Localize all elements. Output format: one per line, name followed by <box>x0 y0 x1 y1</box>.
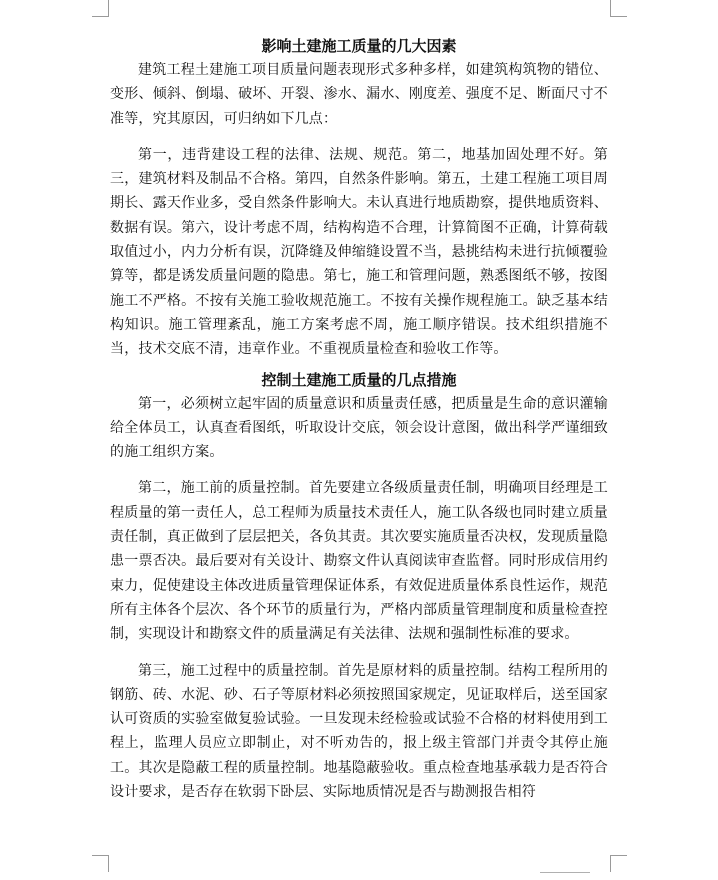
section-title-factors: 影响土建施工质量的几大因素 <box>261 37 457 55</box>
paragraph-measure-first: 第一，必须树立起牢固的质量意识和质量责任感，把质量是生命的意识灌输给全体员工，认真查看图纸，听取设计交底，领会设计意图，做出科学严谨细致的施工组织方案。 <box>110 395 608 461</box>
document-body <box>110 34 608 804</box>
section-title-measures: 控制土建施工质量的几点措施 <box>261 370 457 389</box>
paragraph-measure-third: 第三，施工过程中的质量控制。首先是原材料的质量控制。结构工程所用的钢筋、砖、水泥、砂、石子等原材料必须按照国家规定，见证取样后，送至国家认可资质的实验室做复验试验。一旦发现未经检验或试验不合格的材料使用到工程上，监理人员应立即制止，对不听劝告的，报上级主管部门并责令其停止施工。其次是隐蔽工程的质量控制。地基隐蔽验收。重点检查地基承载力是否符合设计要求，是否存在软弱下卧层、实际地质情况是否与勘测报告相符 <box>110 662 608 801</box>
crop-mark-bottom-left <box>92 855 109 872</box>
paragraph-factors-intro: 建筑工程土建施工项目质量问题表现形式多种多样，如建筑构筑物的错位、变形、倾斜、倒塌、破坏、开裂、渗水、漏水、刚度差、强度不足、断面尺寸不准等，究其原因，可归纳如下几点： <box>110 62 608 127</box>
page-footer-line <box>540 872 590 873</box>
crop-mark-bottom-right <box>610 855 627 872</box>
paragraph-measure-second: 第二，施工前的质量控制。首先要建立各级质量责任制，明确项目经理是工程质量的第一责任人，总工程师为质量技术责任人，施工队各级也同时建立质量责任制，真正做到了层层把关，各负其责。其次要实施质量否决权，发现质量隐患一票否决。最后要对有关设计、勘察文件认真阅读审查监督。同时形成信用约束力，促使建设主体改进质量管理保证体系，有效促进质量体系良性运作，规范所有主体各个层次、各个环节的质量行为，严格内部质量管理制度和质量检查控制，实现设计和勘察文件的质量满足有关法律、法规和强制性标准的要求。 <box>110 480 608 643</box>
crop-mark-top-right <box>610 0 627 17</box>
paragraph-factors-list: 第一，违背建设工程的法律、法规、规范。第二，地基加固处理不好。第三，建筑材料及制品不合格。第四，自然条件影响。第五，土建工程施工项目周期长、露天作业多，受自然条件影响大。未认真进行地质勘察，提供地质资料、数据有误。第六，设计考虑不周，结构构造不合理，计算简图不正确，计算荷载取值过小，内力分析有误，沉降缝及伸缩缝设置不当，悬挑结构未进行抗倾覆验算等，都是诱发质量问题的隐患。第七，施工和管理问题，熟悉图纸不够，按图施工不严格。不按有关施工验收规范施工。不按有关操作规程施工。缺乏基本结构知识。施工管理紊乱，施工方案考虑不周，施工顺序错误。技术组织措施不当，技术交底不清，违章作业。不重视质量检查和验收工作等。 <box>110 146 608 358</box>
crop-mark-top-left <box>92 0 109 17</box>
